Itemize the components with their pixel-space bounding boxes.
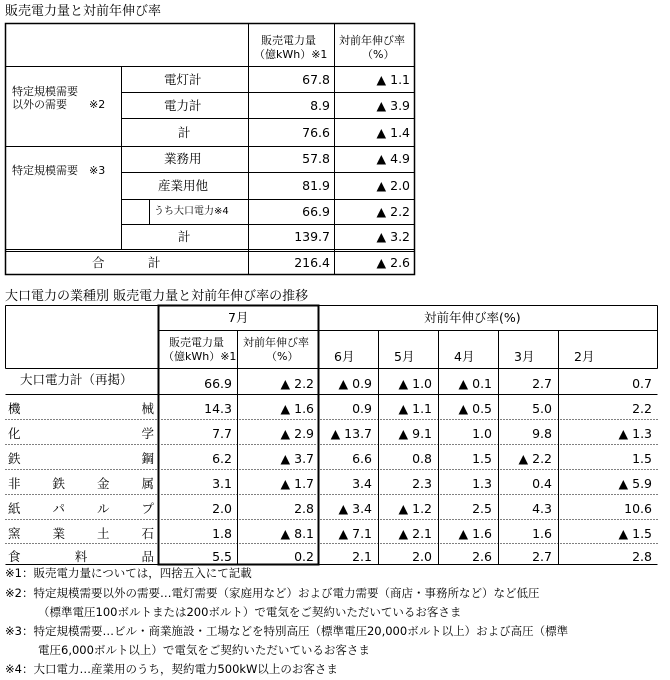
t2-row-month-value: 1.5 — [632, 451, 652, 466]
t1-growth-header-1: 対前年伸び率 — [339, 34, 405, 47]
t2-row-month-value: 0.7 — [632, 376, 652, 391]
t2-row-month-value: ▲ 3.4 — [338, 501, 372, 516]
t2-row-month-value: 2.1 — [352, 549, 372, 564]
t2-row-month-value: 2.7 — [532, 376, 552, 391]
t2-row-label: 紙パルプ — [8, 501, 154, 516]
t2-row-month-value: 1.6 — [532, 526, 552, 541]
note-2-cont: （標準電圧100ボルトまたは200ボルト）で電気をご契約いただいているお客さま — [38, 605, 462, 619]
t2-row-month-value: 2.0 — [412, 549, 432, 564]
t2-sub-sales-2: （億kWh）※1 — [163, 350, 237, 363]
t1-row-sales: 66.9 — [302, 204, 330, 219]
t2-row-sales: 66.9 — [204, 376, 232, 391]
t2-row-label: 食 料 品 — [8, 549, 154, 564]
t2-row-growth: ▲ 8.1 — [280, 526, 314, 541]
t1-row-growth: ▲ 1.4 — [376, 125, 410, 140]
t1-row-growth: ▲ 3.9 — [376, 98, 410, 113]
t2-sub-growth-1: 対前年伸び率 — [243, 336, 309, 349]
t1-row-sales: 139.7 — [294, 229, 330, 244]
t2-row-month-value: ▲ 0.9 — [338, 376, 372, 391]
t1-group2-label: 特定規模需要 ※3 — [12, 164, 106, 177]
note-4: ※4：大口電力…産業用のうち，契約電力500kW以上のお客さま — [5, 662, 338, 676]
t2-row-month-value: 2.6 — [472, 549, 492, 564]
t1-row-growth: ▲ 2.2 — [376, 204, 410, 219]
t2-row-month-value: ▲ 0.1 — [458, 376, 492, 391]
t1-row-growth: ▲ 2.0 — [376, 178, 410, 193]
t2-sub-growth-2: （%） — [266, 350, 299, 363]
t2-month-header: 6月 — [334, 349, 355, 364]
t2-row-month-value: 5.0 — [532, 401, 552, 416]
t1-row-label: 計 — [178, 125, 191, 140]
t2-row-month-value: 3.4 — [352, 476, 372, 491]
t2-row-sales: 3.1 — [212, 476, 232, 491]
t2-row-growth: ▲ 1.7 — [280, 476, 314, 491]
t2-row-month-value: ▲ 13.7 — [330, 426, 372, 441]
t1-row-label: 業務用 — [164, 151, 202, 166]
t2-month-header: 4月 — [454, 349, 475, 364]
t2-row-label: 窯業土石 — [8, 526, 154, 541]
t2-row-label: 非鉄金属 — [8, 476, 154, 491]
t2-row-month-value: 2.8 — [632, 549, 652, 564]
t2-row-month-value: ▲ 5.9 — [618, 476, 652, 491]
t1-row-growth: ▲ 4.9 — [376, 151, 410, 166]
t2-month-header: 3月 — [514, 349, 535, 364]
t2-row-month-value: 1.0 — [472, 426, 492, 441]
t1-total-growth: ▲ 2.6 — [376, 255, 410, 270]
note-3: ※3：特定規模需要…ビル・商業施設・工場などを特別高圧（標準電圧20,000ボルト以上）および高圧（標準 — [5, 624, 569, 638]
t2-row-month-value: ▲ 1.1 — [398, 401, 432, 416]
t1-sales-header-2: （億kWh）※1 — [254, 48, 328, 61]
t1-row-sales: 81.9 — [302, 178, 330, 193]
t2-row-month-value: 2.7 — [532, 549, 552, 564]
t1-row-sales: 67.8 — [302, 72, 330, 87]
t2-row-label: 鉄 鋼 — [8, 451, 154, 466]
t2-sub-sales-1: 販売電力量 — [169, 336, 224, 349]
t1-row-growth: ▲ 1.1 — [376, 72, 410, 87]
t2-row-growth: 0.2 — [294, 549, 314, 564]
t2-row-month-value: ▲ 1.3 — [618, 426, 652, 441]
t1-row-label: うち大口電力※4 — [154, 206, 229, 217]
note-2: ※2：特定規模需要以外の需要…電灯需要（家庭用など）および電力需要（商店・事務所など）など低圧 — [5, 586, 540, 600]
t2-row-sales: 2.0 — [212, 501, 232, 516]
table2-title: 大口電力の業種別 販売電力量と対前年伸び率の推移 — [5, 289, 309, 304]
t2-row-growth: 2.8 — [294, 501, 314, 516]
t2-row-sales: 6.2 — [212, 451, 232, 466]
t2-month-header: 2月 — [574, 349, 595, 364]
t2-row-label: 化 学 — [8, 426, 154, 441]
t2-row-month-value: ▲ 9.1 — [398, 426, 432, 441]
t2-row-month-value: 1.3 — [472, 476, 492, 491]
t2-row-month-value: 0.4 — [532, 476, 552, 491]
t2-row-month-value: ▲ 7.1 — [338, 526, 372, 541]
note-3-cont: 電圧6,000ボルト以上）で電気をご契約いただいているお客さま — [38, 643, 370, 657]
t1-total-label-a: 合 — [92, 255, 105, 270]
t2-row-month-value: ▲ 2.2 — [518, 451, 552, 466]
t1-row-sales: 76.6 — [302, 125, 330, 140]
t2-row-month-value: 4.3 — [532, 501, 552, 516]
t2-row-month-value: 1.5 — [472, 451, 492, 466]
t2-row-month-value: ▲ 1.5 — [618, 526, 652, 541]
t1-row-label: 電灯計 — [164, 72, 202, 87]
t1-row-growth: ▲ 3.2 — [376, 229, 410, 244]
t2-row-sales: 1.8 — [212, 526, 232, 541]
t2-row-month-value: ▲ 2.1 — [398, 526, 432, 541]
t2-month-header: 5月 — [394, 349, 415, 364]
t1-growth-header-2: （%） — [362, 48, 395, 61]
t2-row-label: 機 械 — [8, 401, 154, 416]
t2-row-sales: 14.3 — [204, 401, 232, 416]
t1-row-sales: 57.8 — [302, 151, 330, 166]
t2-row-month-value: 2.2 — [632, 401, 652, 416]
t1-group1-label-1: 特定規模需要 — [12, 85, 78, 98]
t1-total-label-b: 計 — [148, 255, 161, 270]
t2-row-month-value: 6.6 — [352, 451, 372, 466]
t1-total-sales: 216.4 — [294, 255, 330, 270]
t2-row-month-value: ▲ 0.5 — [458, 401, 492, 416]
t2-row-growth: ▲ 2.9 — [280, 426, 314, 441]
t2-row-month-value: ▲ 1.0 — [398, 376, 432, 391]
t1-row-label: 産業用他 — [158, 178, 209, 193]
t2-row-month-value: ▲ 1.2 — [398, 501, 432, 516]
t2-header-july: 7月 — [228, 310, 249, 325]
t2-row-growth: ▲ 3.7 — [280, 451, 314, 466]
t1-row-sales: 8.9 — [310, 98, 330, 113]
t2-row-month-value: 2.5 — [472, 501, 492, 516]
t2-row-month-value: 10.6 — [624, 501, 652, 516]
t1-sales-header-1: 販売電力量 — [261, 34, 316, 47]
table1-title: 販売電力量と対前年伸び率 — [5, 4, 162, 19]
t2-row-month-value: 0.9 — [352, 401, 372, 416]
t2-header-growth-group: 対前年伸び率(%) — [424, 310, 521, 325]
t1-row-label: 計 — [178, 229, 191, 244]
t2-row-month-value: 0.8 — [412, 451, 432, 466]
t2-row-growth: ▲ 1.6 — [280, 401, 314, 416]
t2-row-month-value: ▲ 1.6 — [458, 526, 492, 541]
t2-row-growth: ▲ 2.2 — [280, 376, 314, 391]
t2-row-sales: 5.5 — [212, 549, 232, 564]
note-1: ※1：販売電力量については，四捨五入にて記載 — [5, 566, 252, 580]
t2-row-label: 大口電力計（再掲） — [20, 372, 133, 387]
t1-group1-label-2: 以外の需要 ※2 — [12, 98, 106, 111]
t2-row-month-value: 2.3 — [412, 476, 432, 491]
t1-row-label: 電力計 — [164, 98, 202, 113]
t2-row-month-value: 9.8 — [532, 426, 552, 441]
t2-row-sales: 7.7 — [212, 426, 232, 441]
